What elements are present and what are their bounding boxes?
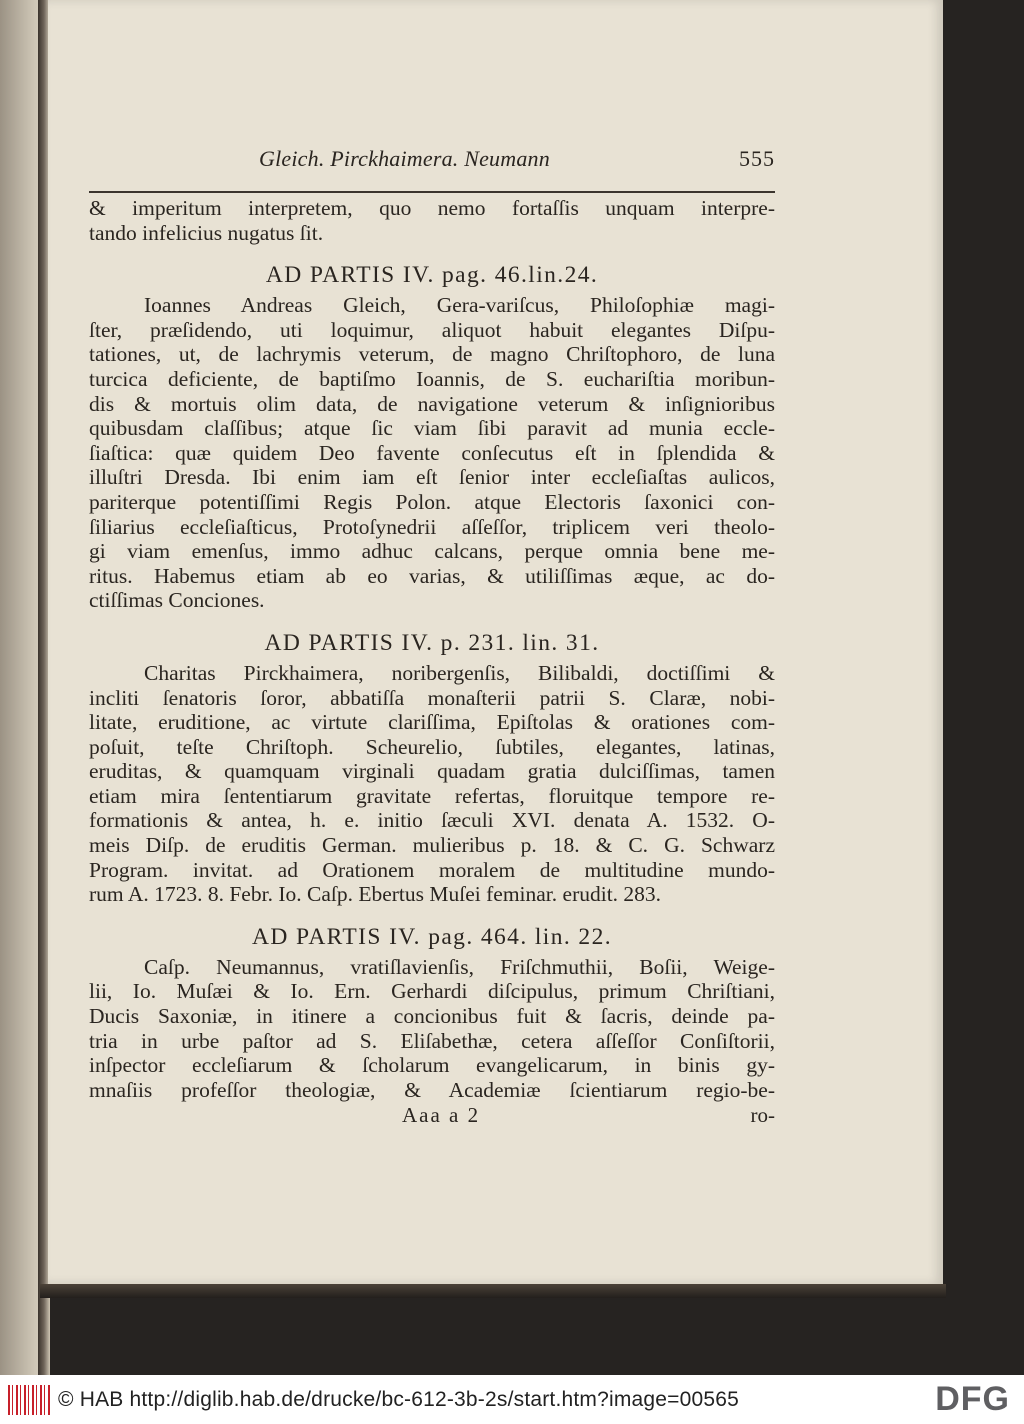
- page-footer-row: [89, 1102, 775, 1128]
- section-heading: AD PARTIS IV. pag. 464. lin. 22.: [251, 923, 613, 950]
- text-line: gi viam emenſus, immo adhuc calcans, perque omnia bene me-: [89, 539, 775, 564]
- text-line: ritus. Habemus etiam ab eo varias, & utiliſſimas æque, ac do-: [89, 563, 775, 588]
- text-line: lii, Io. Muſæi & Io. Ern. Gerhardi diſcipulus, primum Chriſtiani,: [89, 979, 775, 1004]
- text-line: turcica deficiente, de baptiſmo Ioannis, de S. euchariſtia moribun-: [89, 366, 775, 391]
- text-block: [89, 146, 775, 1128]
- text-line: etiam mira ſententiarum gravitate refertas, floruitque tempore re-: [89, 783, 775, 808]
- text-line: litate, eruditione, ac virtute clariſſima, Epiſtolas & orationes com-: [89, 710, 775, 735]
- copyright-url[interactable]: © HAB http://diglib.hab.de/drucke/bc-612-3b-2s/start.htm?image=00565: [58, 1387, 740, 1411]
- text-line: Ioannes Andreas Gleich, Gera-variſcus, Philoſophiæ magi-: [144, 293, 775, 318]
- text-line: poſuit, teſte Chriſtoph. Scheurelio, ſubtiles, elegantes, latinas,: [89, 734, 775, 759]
- text-line: illuſtri Dresda. Ibi enim iam eſt ſenior inter eccleſiaſtas aulicos,: [89, 465, 775, 490]
- text-line: Charitas Pirckhaimera, noribergenſis, Bilibaldi, doctiſſimi &: [144, 660, 775, 685]
- text-line: tando infelicius nugatus ſit.: [89, 220, 324, 245]
- text-line: Caſp. Neumannus, vratiſlavienſis, Friſchmuthii, Boſii, Weige-: [144, 954, 775, 979]
- text-line: ctiſſimas Conciones.: [89, 588, 265, 613]
- text-line: tationes, ut, de lachrymis veterum, de magno Chriſtophoro, de luna: [89, 342, 775, 367]
- text-line: & imperitum interpretem, quo nemo fortaſſis unquam interpre-: [89, 196, 775, 220]
- text-line: tria in urbe paſtor ad S. Eliſabethæ, cetera aſſeſſor Conſiſtorii,: [89, 1028, 775, 1053]
- text-line: ſiliarius eccleſiaſticus, Protoſynedrii aſſeſſor, triplicem veri theolo-: [89, 514, 775, 539]
- text-line: Ducis Saxoniæ, in itinere a concionibus fuit & ſacris, deinde pa-: [89, 1004, 775, 1029]
- running-head: Gleich. Pirckhaimera. Neumann: [259, 146, 550, 171]
- viewer-footer: [0, 1375, 1024, 1424]
- dfg-logo: DFG: [935, 1380, 1010, 1418]
- text-line: inſpector eccleſiarum & ſcholarum evangelicarum, in binis gy-: [89, 1053, 775, 1078]
- page-number: 555: [739, 146, 775, 171]
- catchword: ro-: [750, 1103, 775, 1128]
- text-line: Program. invitat. ad Orationem moralem de multitudine mundo-: [89, 857, 775, 882]
- page-bottom-edge: [40, 1284, 946, 1298]
- text-line: eruditas, & quamquam virginali quadam gratia dulciſſimas, tamen: [89, 759, 775, 784]
- header-rule: [89, 191, 775, 193]
- text-line: pariterque potentiſſimi Regis Polon. atque Electoris ſaxonici con-: [89, 489, 775, 514]
- barcode-icon: [8, 1385, 50, 1415]
- text-line: dis & mortuis olim data, de navigatione veterum & inſignioribus: [89, 391, 775, 416]
- page-header: [89, 146, 775, 182]
- section-heading: AD PARTIS IV. pag. 46.lin.24.: [265, 262, 599, 289]
- text-line: mnaſiis profeſſor theologiæ, & Academiæ ſcientiarum regio-be-: [89, 1077, 775, 1102]
- book-page: [48, 0, 943, 1284]
- text-line: meis Diſp. de eruditis German. mulieribus p. 18. & C. G. Schwarz: [89, 833, 775, 858]
- body-text: [89, 196, 775, 1128]
- text-line: quibusdam claſſibus; atque ſic viam ſibi paravit ad munia eccle-: [89, 416, 775, 441]
- text-line: ſiaſtica: quæ quidem Deo favente conſecutus eſt in ſplendida &: [89, 440, 775, 465]
- text-line: ſter, præſidendo, uti loquimur, aliquot habuit elegantes Diſpu-: [89, 317, 775, 342]
- text-line: incliti ſenatoris ſoror, abbatiſſa monaſterii patrii S. Claræ, nobi-: [89, 685, 775, 710]
- text-line: formationis & antea, h. e. initio ſæculi XVI. denata A. 1532. O-: [89, 808, 775, 833]
- text-line: rum A. 1723. 8. Febr. Io. Caſp. Ebertus Muſei feminar. erudit. 283.: [89, 882, 662, 907]
- signature-mark: Aaa a 2: [402, 1103, 481, 1128]
- section-heading: AD PARTIS IV. p. 231. lin. 31.: [264, 629, 600, 656]
